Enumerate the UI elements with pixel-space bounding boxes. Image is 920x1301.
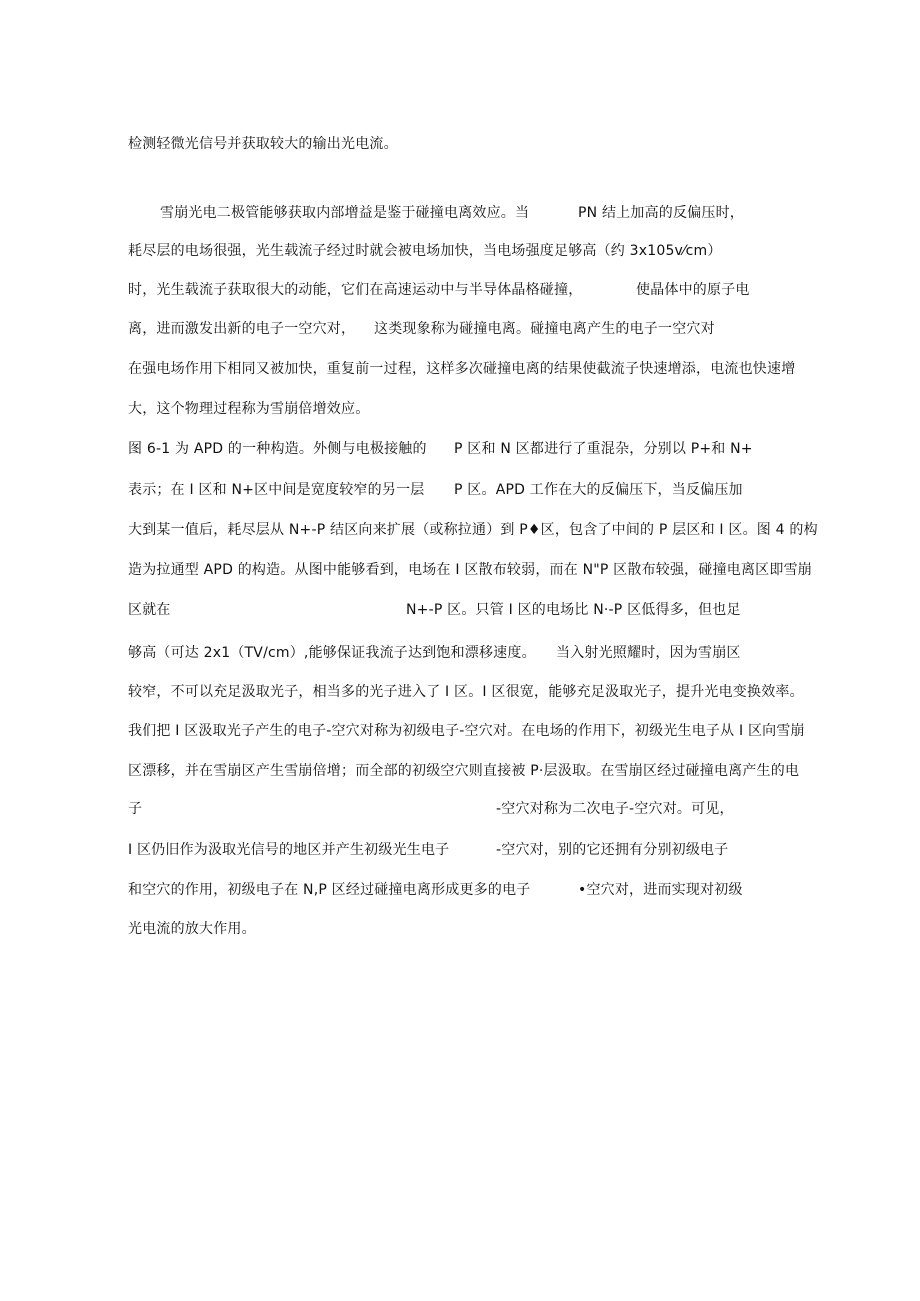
- text-segment: •空穴对，进而实现对初级: [578, 882, 743, 898]
- text-segment: -空穴对，别的它还拥有分别初级电子: [496, 842, 729, 858]
- text-segment: -空穴对称为二次电子-空穴对。可见，: [496, 801, 734, 817]
- text-segment: 造为拉通型 APD 的构造。从图中能够看到，电场在 I 区散布较弱，而在 N"P 区散布较强，碰撞电离区即雪崩: [128, 562, 812, 578]
- text-segment: 在强电场作用下相同又被加快，重复前一过程，这样多次碰撞电离的结果使截流子快速增添，电流也快速增: [128, 361, 796, 377]
- text-segment: 光电流的放大作用。: [128, 921, 256, 937]
- text-segment: 和空穴的作用，初级电子在 N,P 区经过碰撞电离形成更多的电子: [128, 882, 531, 898]
- text-segment: 图 6-1 为 APD 的一种构造。外侧与电极接触的: [128, 441, 427, 457]
- text-segment: 耗尽层的电场很强，光生载流子经过时就会被电场加快，当电场强度足够高（约 3x105v⁄cm）: [128, 243, 722, 259]
- text-segment: 使晶体中的原子电: [636, 282, 750, 298]
- text-segment: 我们把 I 区汲取光子产生的电子-空穴对称为初级电子-空穴对。在电场的作用下，初级光生电子从 I 区向雪崩: [128, 723, 805, 739]
- text-segment: N+-P 区。只管 I 区的电场比 N·-P 区低得多，但也足: [406, 602, 741, 618]
- text-segment: 较窄，不可以充足汲取光子，相当多的光子进入了 I 区。I 区很宽，能够充足汲取光子，提升光电变换效率。: [128, 684, 804, 700]
- text-segment: 子: [128, 801, 143, 817]
- text-segment: 区就在: [128, 602, 171, 618]
- text-segment: 区漂移，并在雪崩区产生雪崩倍增；而全部的初级空穴则直接被 P·层汲取。在雪崩区经过碰撞电离产生的电: [128, 763, 800, 779]
- text-segment: 当入射光照耀时，因为雪崩区: [556, 645, 741, 661]
- text-segment: 够高（可达 2x1（TV/cm）,能够保证我流子达到饱和漂移速度。: [128, 645, 536, 661]
- text-segment: I 区仍旧作为汲取光信号的地区并产生初级光生电子: [128, 842, 450, 858]
- text-segment: 表示；在 I 区和 N+区中间是宽度较窄的另一层: [128, 482, 425, 498]
- text-segment: 雪崩光电二极管能够获取内部增益是鉴于碰撞电离效应。当: [160, 205, 530, 221]
- text-segment: 这类现象称为碰撞电离。碰撞电离产生的电子一空穴对: [374, 321, 715, 337]
- text-segment: 检测轻微光信号并获取较大的输出光电流。: [128, 136, 398, 152]
- text-segment: P 区和 N 区都进行了重混杂，分别以 P+和 N+: [454, 441, 753, 457]
- text-segment: 大，这个物理过程称为雪崩倍增效应。: [128, 401, 370, 417]
- text-segment: 大到某一值后，耗尽层从 N+-P 结区向来扩展（或称拉通）到 P♦区，包含了中间的 P 层区和 I 区。图 4 的构: [128, 522, 818, 538]
- text-segment: PN 结上加高的反偏压时，: [578, 205, 744, 221]
- text-segment: P 区。APD 工作在大的反偏压下，当反偏压加: [454, 482, 743, 498]
- text-segment: 离，进而激发出新的电子一空穴对，: [128, 321, 356, 337]
- text-segment: 时，光生载流子获取很大的动能，它们在高速运动中与半导体晶格碰撞，: [128, 282, 583, 298]
